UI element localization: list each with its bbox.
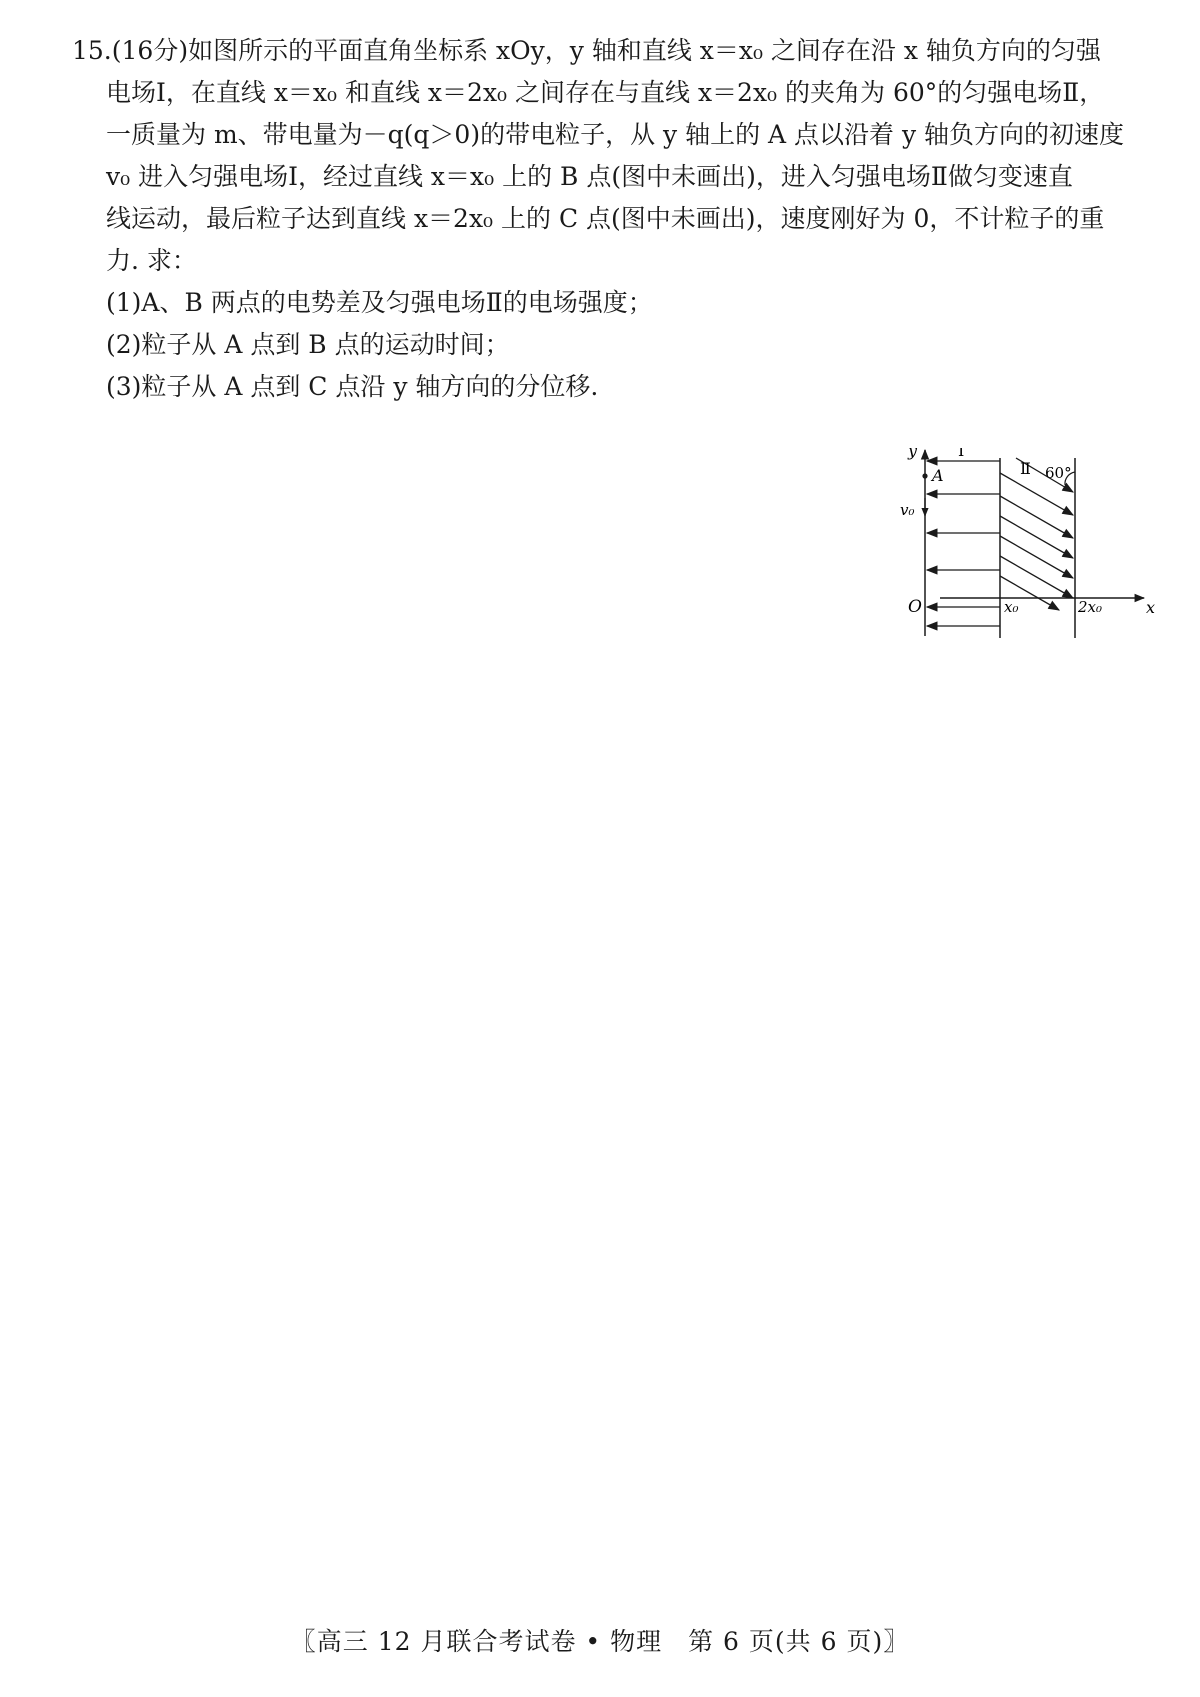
sub-question-1: (1)A、B 两点的电势差及匀强电场Ⅱ的电场强度；	[106, 288, 653, 317]
region-2-label: Ⅱ	[1020, 459, 1031, 478]
angle-label: 60°	[1045, 464, 1072, 482]
problem-line-4: v₀ 进入匀强电场Ⅰ，经过直线 x＝x₀ 上的 B 点(图中未画出)，进入匀强电场Ⅱ做匀变速直	[106, 162, 1073, 191]
origin-label: O	[908, 597, 922, 617]
x0-label: x₀	[1004, 598, 1019, 616]
problem-line-5: 线运动，最后粒子达到直线 x＝2x₀ 上的 C 点(图中未画出)，速度刚好为 0，不计粒子的重	[106, 204, 1105, 233]
sub-question-3: (3)粒子从 A 点到 C 点沿 y 轴方向的分位移.	[106, 372, 599, 401]
page-footer: 〖高三 12 月联合考试卷 • 物理 第 6 页(共 6 页)〗	[290, 1627, 910, 1656]
region-1-label: Ⅰ	[958, 448, 965, 460]
point-a-label: A	[932, 466, 944, 485]
2x0-label: 2x₀	[1078, 598, 1103, 616]
sub-question-2: (2)粒子从 A 点到 B 点的运动时间；	[106, 330, 510, 359]
field-diagram	[880, 448, 1160, 688]
field-diagram-svg	[880, 448, 1160, 688]
problem-line-2: 电场Ⅰ，在直线 x＝x₀ 和直线 x＝2x₀ 之间存在与直线 x＝2x₀ 的夹角为 60°的匀强电场Ⅱ，	[106, 78, 1105, 107]
x-axis-label: x	[1146, 598, 1156, 617]
problem-line-3: 一质量为 m、带电量为－q(q＞0)的带电粒子，从 y 轴上的 A 点以沿着 y 轴负方向的初速度	[106, 120, 1125, 149]
v0-label: v₀	[900, 501, 915, 519]
y-axis-label: y	[908, 448, 918, 460]
field-1-arrows	[927, 461, 1000, 626]
point-a	[922, 473, 927, 478]
problem-line-6: 力. 求：	[106, 246, 197, 275]
problem-block	[72, 30, 1157, 408]
problem-line-1: 15.(16分)如图所示的平面直角坐标系 xOy，y 轴和直线 x＝x₀ 之间存在沿 x 轴负方向的匀强	[72, 36, 1101, 65]
